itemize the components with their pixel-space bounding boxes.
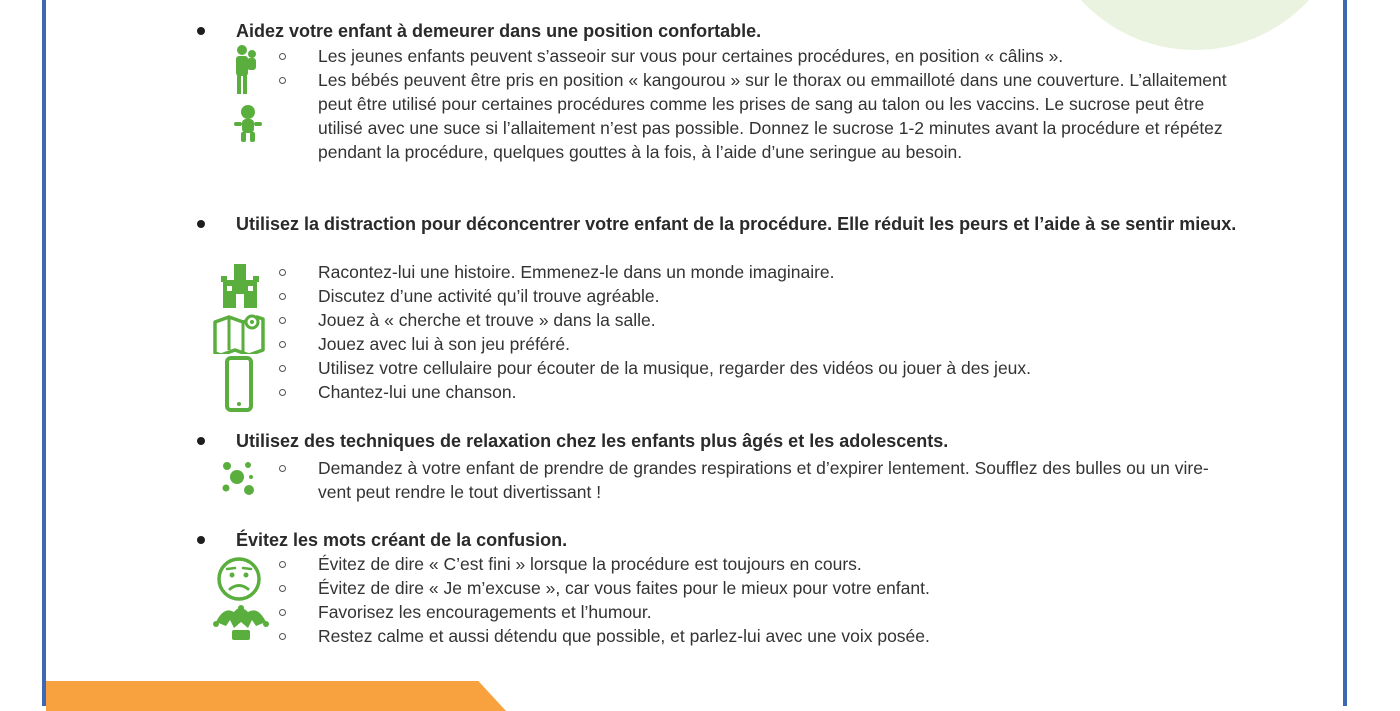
section-heading: Aidez votre enfant à demeurer dans une position confortable. <box>236 21 762 41</box>
sub-bullet <box>279 633 286 640</box>
footer-tab <box>46 681 506 711</box>
list-item: Restez calme et aussi détendu que possible, et parlez-lui avec une voix posée. <box>318 626 930 646</box>
jester-hat-icon <box>212 604 270 642</box>
sub-bullet <box>279 269 286 276</box>
sub-bullet <box>279 609 286 616</box>
bullet <box>197 536 205 544</box>
section-heading: Utilisez la distraction pour déconcentrer votre enfant de la procédure. Elle réduit les peurs et l’aide à se sentir mieux. <box>236 214 1237 234</box>
list-item: Les bébés peuvent être pris en position « kangourou » sur le thorax ou emmailloté dans une couverture. L’allaitement peut être utilisé pour certaines procédures comme les prises de sang au talon ou les vaccins. Le sucrose peut être utilisé avec une suce si l’allaitement n’est pas possible. Donnez le sucrose 1-2 minutes avant la procédure et répétez pendant la procédure, quelques gouttes à la fois, à l’aide d’une seringue au besoin. <box>318 70 1227 162</box>
sub-bullet <box>279 389 286 396</box>
list-item: Jouez à « cherche et trouve » dans la salle. <box>318 310 656 330</box>
sub-bullet <box>279 465 286 472</box>
bullet <box>197 27 205 35</box>
sub-bullet <box>279 341 286 348</box>
parent-carrying-child-icon <box>228 44 262 96</box>
list-item: Discutez d’une activité qu’il trouve agréable. <box>318 286 660 306</box>
section-heading: Évitez les mots créant de la confusion. <box>236 530 568 550</box>
list-item: Les jeunes enfants peuvent s’asseoir sur vous pour certaines procédures, en position « câlins ». <box>318 46 1064 66</box>
bubbles-icon <box>220 458 256 498</box>
list-item: Utilisez votre cellulaire pour écouter de la musique, regarder des vidéos ou jouer à des jeux. <box>318 358 1032 378</box>
map-icon <box>212 314 266 354</box>
list-item: Évitez de dire « Je m’excuse », car vous faites pour le mieux pour votre enfant. <box>318 578 930 598</box>
list-item: Évitez de dire « C’est fini » lorsque la procédure est toujours en cours. <box>318 554 862 574</box>
list-item: Chantez-lui une chanson. <box>318 382 517 402</box>
sub-bullet <box>279 53 286 60</box>
bullet <box>197 437 205 445</box>
list-item: Racontez-lui une histoire. Emmenez-le dans un monde imaginaire. <box>318 262 835 282</box>
bullet <box>197 220 205 228</box>
section-heading: Utilisez des techniques de relaxation chez les enfants plus âgés et les adolescents. <box>236 431 949 451</box>
sub-bullet <box>279 585 286 592</box>
smartphone-icon <box>224 356 254 412</box>
list-item: Jouez avec lui à son jeu préféré. <box>318 334 570 354</box>
sub-bullet <box>279 365 286 372</box>
baby-icon <box>232 104 264 144</box>
sub-bullet <box>279 293 286 300</box>
worried-face-icon <box>216 556 262 602</box>
list-item: Demandez à votre enfant de prendre de grandes respirations et d’expirer lentement. Soufflez des bulles ou un vire-vent peut rendre le tout divertissant ! <box>318 458 1209 502</box>
castle-icon <box>219 262 261 310</box>
list-item: Favorisez les encouragements et l’humour. <box>318 602 652 622</box>
sub-bullet <box>279 561 286 568</box>
sub-bullet <box>279 77 286 84</box>
sub-bullet <box>279 317 286 324</box>
